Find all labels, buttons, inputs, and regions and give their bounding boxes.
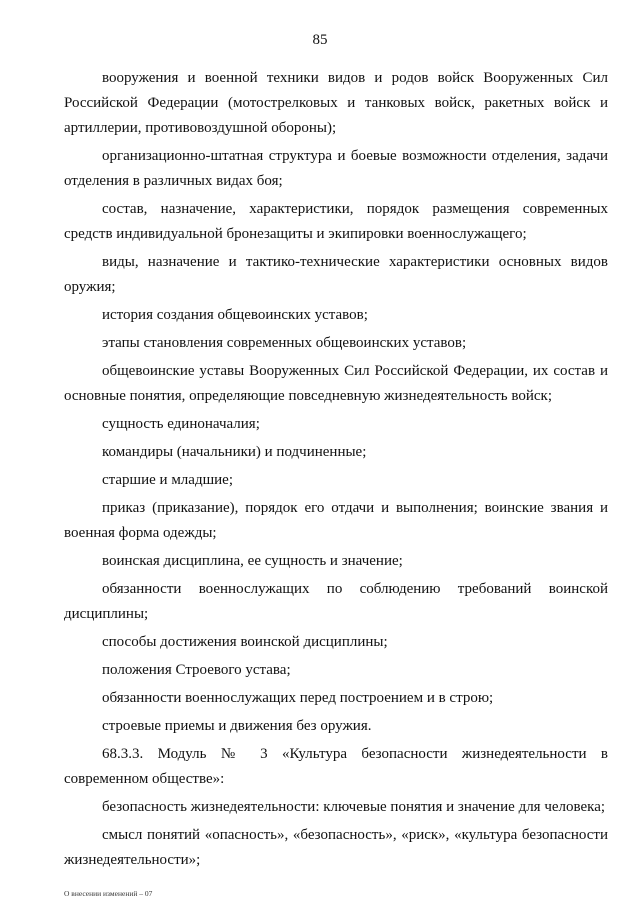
paragraph-module-heading: 68.3.3. Модуль № 3 «Культура безопасности жизнедеятельности в современном обществе»: xyxy=(64,746,608,787)
paragraph-discipline: воинская дисциплина, ее сущность и значение; xyxy=(102,553,403,569)
page-number: 85 xyxy=(312,32,328,48)
paragraph-safety-concepts: безопасность жизнедеятельности: ключевые понятия и значение для человека; xyxy=(102,799,606,815)
paragraph-formation-duties: обязанности военнослужащих перед построением и в строю; xyxy=(102,690,494,706)
document-body xyxy=(64,66,608,876)
paragraph-drill-movements: строевые приемы и движения без оружия. xyxy=(102,718,372,734)
paragraph-safety-terms: смысл понятий «опасность», «безопасность», «риск», «культура безопасности жизнедеятельности»; xyxy=(64,827,608,868)
paragraph-discipline-methods: способы достижения воинской дисциплины; xyxy=(102,634,388,650)
paragraph-body-armor: состав, назначение, характеристики, порядок размещения современных средств индивидуальной бронезащиты и экипировки военнослужащего; xyxy=(64,201,608,242)
paragraph-orders-ranks: приказ (приказание), порядок его отдачи и выполнения; воинские звания и военная форма одежды; xyxy=(64,500,608,541)
paragraph-weapons-equipment: вооружения и военной техники видов и родов войск Вооруженных Сил Российской Федерации (мотострелковых и танковых войск, ракетных войск и артиллерии, противовоздушной обороны); xyxy=(64,70,608,136)
paragraph-squad-structure: организационно-штатная структура и боевые возможности отделения, задачи отделения в различных видах боя; xyxy=(64,148,608,189)
paragraph-general-regulations: общевоинские уставы Вооруженных Сил Российской Федерации, их состав и основные понятия, определяющие повседневную жизнедеятельность войск; xyxy=(64,363,608,404)
paragraph-unity-of-command: сущность единоначалия; xyxy=(102,416,260,432)
paragraph-weapon-types: виды, назначение и тактико-технические характеристики основных видов оружия; xyxy=(64,254,608,295)
paragraph-regulations-history: история создания общевоинских уставов; xyxy=(102,307,368,323)
paragraph-drill-regulations: положения Строевого устава; xyxy=(102,662,291,678)
footer-note: О внесении изменений – 07 xyxy=(64,889,153,898)
paragraph-commanders: командиры (начальники) и подчиненные; xyxy=(102,444,367,460)
paragraph-regulations-stages: этапы становления современных общевоинских уставов; xyxy=(102,335,467,351)
paragraph-discipline-duties: обязанности военнослужащих по соблюдению требований воинской дисциплины; xyxy=(64,581,608,622)
paragraph-seniors-juniors: старшие и младшие; xyxy=(102,472,233,488)
